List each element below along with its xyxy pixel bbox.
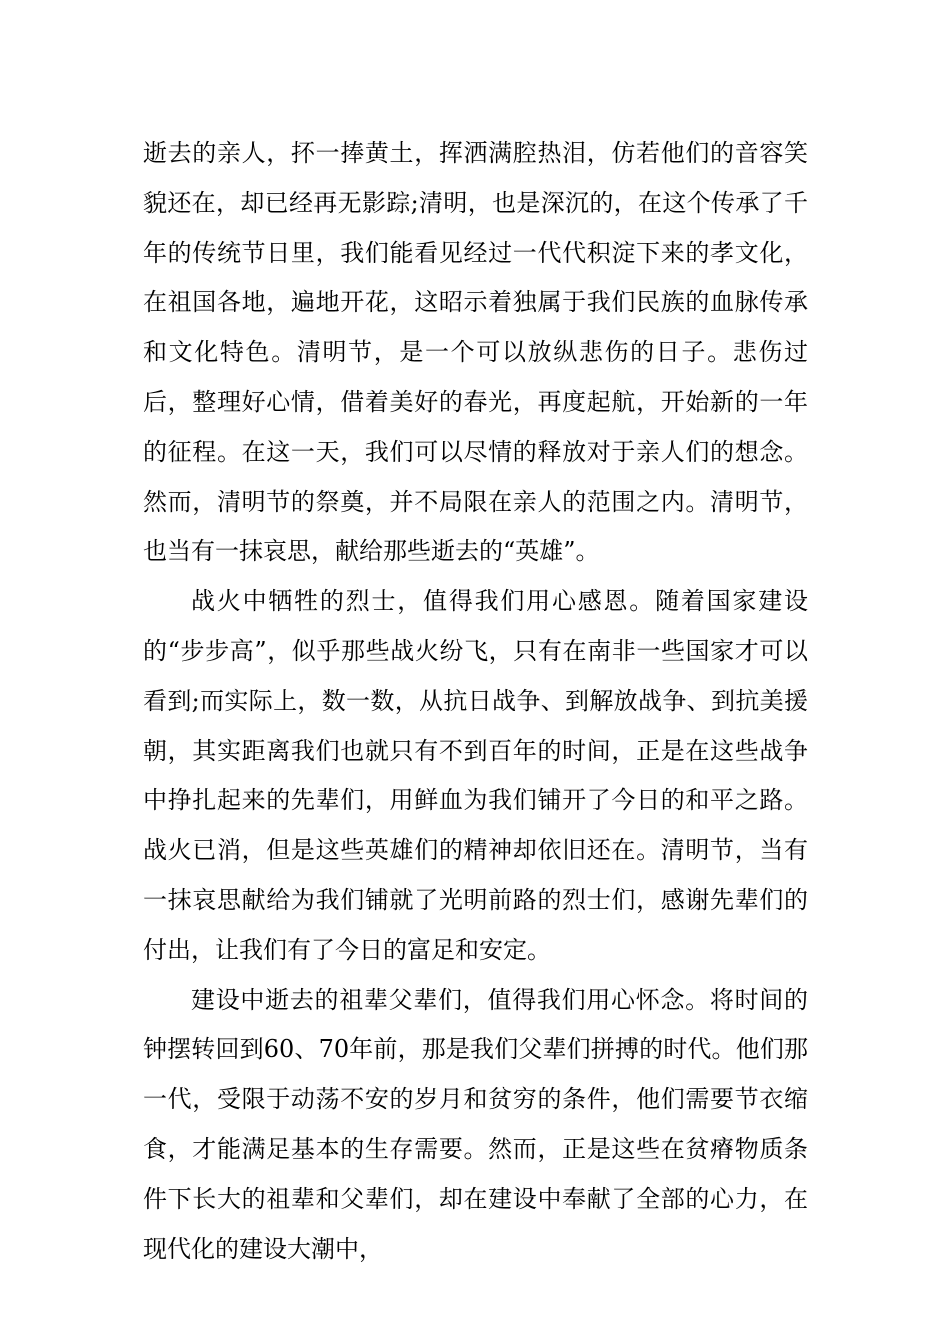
paragraph-continued: 逝去的亲人，抔一捧黄土，挥洒满腔热泪，仿若他们的音容笑貌还在，却已经再无影踪;清明，也是深沉的，在这个传承了千年的传统节日里，我们能看见经过一代代积淀下来的孝文化，在祖国各地，遍地开花，这昭示着独属于我们民族的血脉传承和文化特色。清明节，是一个可以放纵悲伤的日子。悲伤过后，整理好心情，借着美好的春光，再度起航，开始新的一年的征程。在这一天，我们可以尽情的释放对于亲人们的想念。然而，清明节的祭奠，并不局限在亲人的范围之内。清明节，也当有一抹哀思，献给那些逝去的“英雄”。 — [143, 139, 808, 566]
paragraph-elders: 建设中逝去的祖辈父辈们，值得我们用心怀念。将时间的钟摆转回到60、70年前，那是我们父辈们拼搏的时代。他们那一代，受限于动荡不安的岁月和贫穷的条件，他们需要节衣缩食，才能满足基本的生存需要。然而，正是这些在贫瘠物质条件下长大的祖辈和父辈们，却在建设中奉献了全部的心力，在现代化的建设大潮中， — [143, 985, 808, 1263]
paragraph-martyrs: 战火中牺牲的烈士，值得我们用心感恩。随着国家建设的“步步高”，似乎那些战火纷飞，只有在南非一些国家才可以看到;而实际上，数一数，从抗日战争、到解放战争、到抗美援朝，其实距离我们也就只有不到百年的时间，正是在这些战争中挣扎起来的先辈们，用鲜血为我们铺开了今日的和平之路。战火已消，但是这些英雄们的精神却依旧还在。清明节，当有一抹哀思献给为我们铺就了光明前路的烈士们，感谢先辈们的付出，让我们有了今日的富足和安定。 — [143, 587, 808, 964]
document-body — [143, 129, 808, 1274]
